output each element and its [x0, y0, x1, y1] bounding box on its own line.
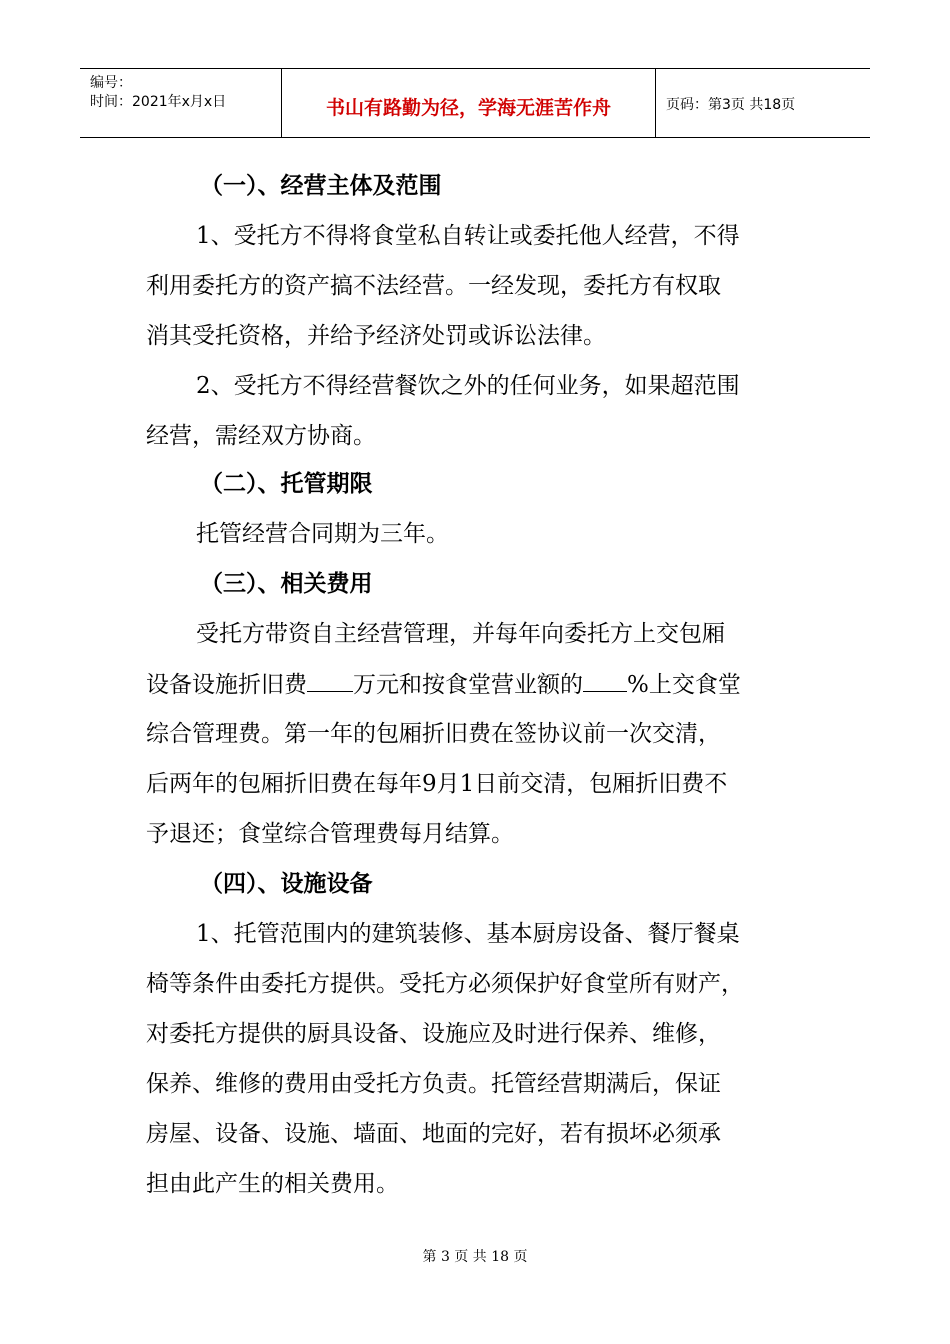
text-segment: %上交食堂: [627, 672, 741, 698]
header-motto-cell: [282, 69, 656, 137]
section-heading-2: （二）、托管期限: [200, 471, 373, 497]
fill-in-blank[interactable]: [583, 669, 627, 692]
paragraph-line: 房屋、设备、设施、墙面、地面的完好，若有损坏必须承: [146, 1121, 721, 1147]
paragraph-line: 对委托方提供的厨具设备、设施应及时进行保养、维修，: [146, 1021, 721, 1047]
header-page-info: 页码：第3页 共18页: [666, 97, 796, 113]
paragraph-line: 1、托管范围内的建筑装修、基本厨房设备、餐厅餐桌: [196, 921, 740, 947]
text-segment: 设备设施折旧费: [146, 672, 307, 698]
text-segment: 万元和按食堂营业额的: [353, 672, 583, 698]
paragraph-line: 利用委托方的资产搞不法经营。一经发现，委托方有权取: [146, 273, 721, 299]
paragraph-line: 经营，需经双方协商。: [146, 423, 376, 449]
section-heading-4: （四）、设施设备: [200, 871, 373, 897]
section-heading-3: （三）、相关费用: [200, 571, 373, 597]
document-time-label: 时间：2021年x月x日: [90, 94, 227, 110]
paragraph-line: 后两年的包厢折旧费在每年9月1日前交清，包厢折旧费不: [146, 771, 728, 797]
header-page-cell: [656, 69, 870, 137]
document-number-label: 编号：: [90, 75, 132, 91]
paragraph-line: 1、受托方不得将食堂私自转让或委托他人经营，不得: [196, 223, 740, 249]
paragraph-line: 保养、维修的费用由受托方负责。托管经营期满后，保证: [146, 1071, 721, 1097]
paragraph-line: 托管经营合同期为三年。: [196, 521, 449, 547]
paragraph-line: 2、受托方不得经营餐饮之外的任何业务，如果超范围: [196, 373, 740, 399]
page-header: [80, 68, 870, 138]
paragraph-line: 综合管理费。第一年的包厢折旧费在签协议前一次交清，: [146, 721, 721, 747]
header-meta-cell: [80, 69, 282, 137]
fill-in-blank[interactable]: [307, 669, 353, 692]
paragraph-line: 椅等条件由委托方提供。受托方必须保护好食堂所有财产，: [146, 971, 744, 997]
page-footer: 第 3 页 共 18 页: [422, 1249, 528, 1265]
paragraph-line: 担由此产生的相关费用。: [146, 1171, 399, 1197]
paragraph-line: 消其受托资格，并给予经济处罚或诉讼法律。: [146, 323, 606, 349]
section-heading-1: （一）、经营主体及范围: [200, 173, 442, 199]
header-motto: 书山有路勤为径，学海无涯苦作舟: [325, 97, 611, 119]
paragraph-line: 予退还；食堂综合管理费每月结算。: [146, 821, 514, 847]
paragraph-line-with-blanks: [146, 669, 741, 700]
paragraph-line: 受托方带资自主经营管理，并每年向委托方上交包厢: [196, 621, 725, 647]
